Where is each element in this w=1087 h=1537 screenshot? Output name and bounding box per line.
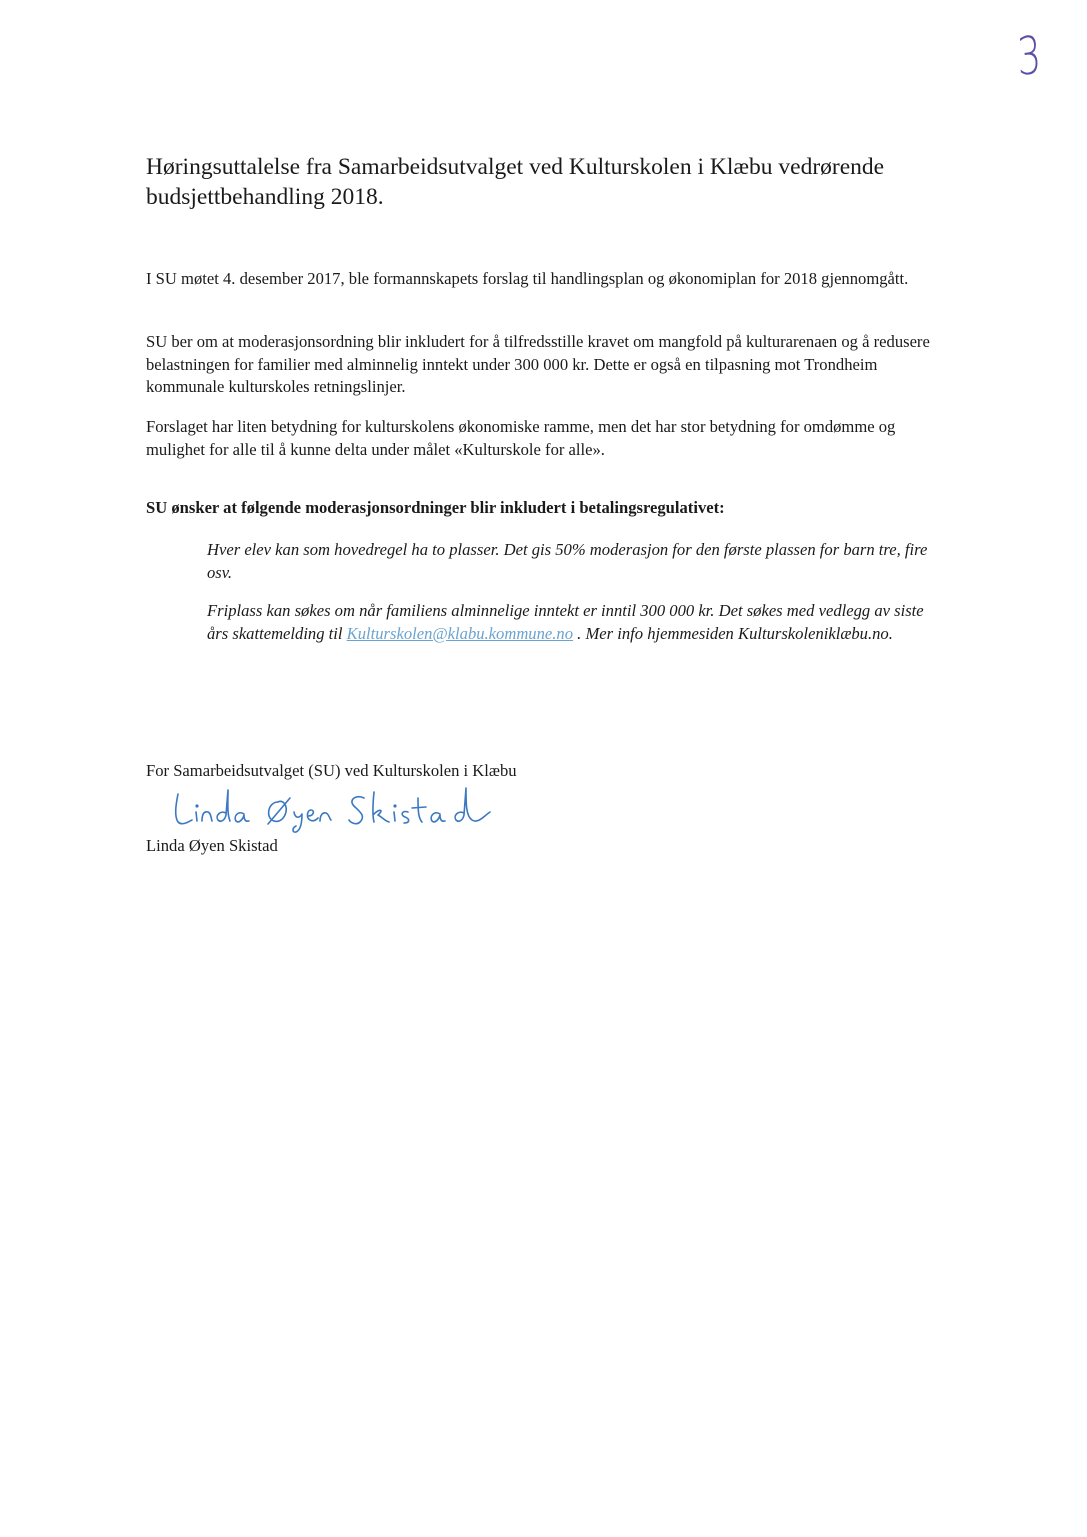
handwritten-signature xyxy=(168,782,498,838)
proposal-free-place-text: Friplass kan søkes om når familiens alminnelige inntekt er inntil 300 000 kr. Det søkes med vedlegg av siste års skattemelding til xyxy=(207,601,924,643)
paragraph-request: SU ber om at moderasjonsordning blir inkludert for å tilfredsstille kravet om mangfold på kulturarenaen og å redusere belastningen for familier med alminnelig inntekt under 300 000 kr. Dette er også en tilpasning mot Trondheim kommunale kulturskoles retningslinjer. xyxy=(146,332,930,396)
signer-name: Linda Øyen Skistad xyxy=(146,836,278,855)
proposal-free-place-info: . Mer info hjemmesiden Kulturskoleniklæbu.no. xyxy=(577,624,893,643)
document-title: Høringsuttalelse fra Samarbeidsutvalget ved Kulturskolen i Klæbu vedrørende budsjettbehandling 2018. xyxy=(146,154,885,210)
page-number: 3 xyxy=(1015,25,1043,88)
email-link[interactable]: Kulturskolen@klabu.kommune.no xyxy=(346,624,574,643)
proposal-free-place xyxy=(207,599,947,645)
proposals-heading: SU ønsker at følgende moderasjonsordninger blir inkludert i betalingsregulativet: xyxy=(146,498,725,517)
paragraph-significance: Forslaget har liten betydning for kulturskolens økonomiske ramme, men det har stor betydning for omdømme og mulighet for alle til å kunne delta under målet «Kulturskole for alle». xyxy=(146,417,896,459)
proposal-sibling-discount: Hver elev kan som hovedregel ha to plasser. Det gis 50% moderasjon for den første plassen for barn tre, fire osv. xyxy=(207,540,928,582)
paragraph-meeting: I SU møtet 4. desember 2017, ble formannskapets forslag til handlingsplan og økonomiplan for 2018 gjennomgått. xyxy=(146,269,909,288)
signature-on-behalf: For Samarbeidsutvalget (SU) ved Kulturskolen i Klæbu xyxy=(146,761,517,780)
